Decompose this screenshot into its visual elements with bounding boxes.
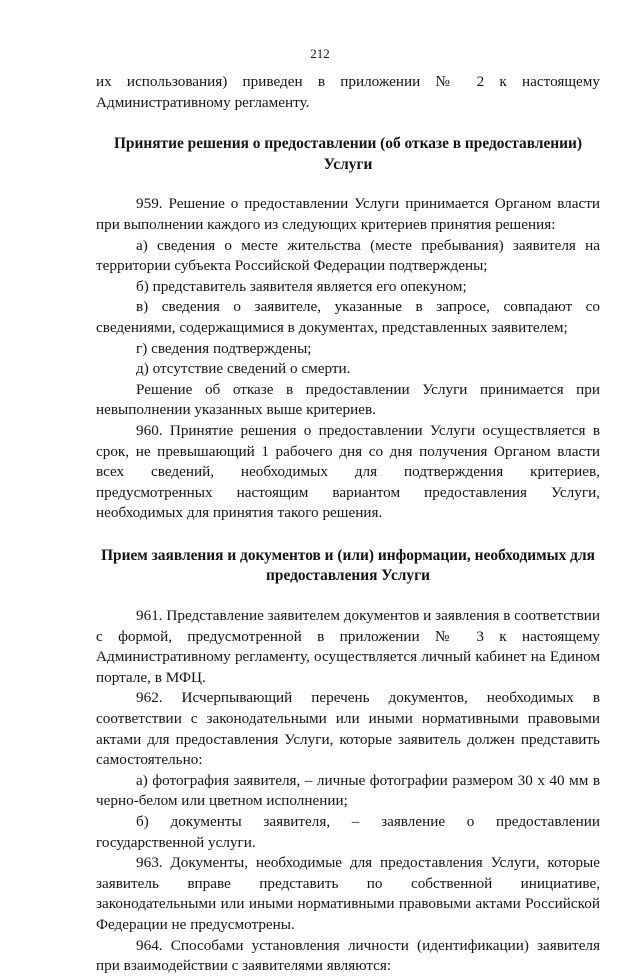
page-content: [96, 72, 600, 977]
paragraph-963: 963. Документы, необходимые для предоставления Услуги, которые заявитель вправе представить по собственной инициативе, законодательными или иными нормативными правовыми актами Российской Федерации не предусмотрены.: [96, 854, 600, 933]
criterion-d: г) сведения подтверждены;: [136, 339, 312, 357]
section-heading-decision: Принятие решения о предоставлении (об отказе в предоставлении) Услуги: [113, 135, 583, 173]
paragraph-961: 961. Представление заявителем документов и заявления в соответствии с формой, предусмотренной в приложении № 3 к настоящему Административному регламенту, осуществляется личный кабинет на Едином портале, в МФЦ.: [96, 607, 600, 686]
criterion-e: д) отсутствие сведений о смерти.: [136, 360, 351, 378]
refusal-paragraph: Решение об отказе в предоставлении Услуги принимается при невыполнении указанных выше критериев.: [96, 380, 600, 419]
paragraph-962: 962. Исчерпывающий перечень документов, необходимых в соответствии с законодательными или иными нормативными правовыми актами для предоставления Услуги, которые заявитель должен представить самостоятельно:: [96, 689, 600, 769]
paragraph-964: 964. Способами установления личности (идентификации) заявителя при взаимодействии с заявителями являются:: [96, 936, 600, 975]
paragraph-959: 959. Решение о предоставлении Услуги принимается Органом власти при выполнении каждого из следующих критериев принятия решения:: [96, 195, 600, 233]
document-item-b: б) документы заявителя, – заявление о предоставлении государственной услуги.: [96, 813, 600, 851]
intro-paragraph: их использования) приведен в приложении № 2 к настоящему Административному регламенту.: [96, 73, 600, 111]
page-number: 212: [310, 46, 330, 61]
section-heading-reception: Прием заявления и документов и (или) информации, необходимых для предоставления Услуги: [101, 546, 595, 585]
document-item-a: а) фотография заявителя, – личные фотографии размером 30 х 40 мм в черно-белом или цветном исполнении;: [96, 771, 600, 810]
criterion-c: в) сведения о заявителе, указанные в запросе, совпадают со сведениями, содержащимися в документах, представленных заявителем;: [96, 298, 600, 336]
criterion-b: б) представитель заявителя является его опекуном;: [136, 277, 467, 295]
paragraph-960: 960. Принятие решения о предоставлении Услуги осуществляется в срок, не превышающий 1 рабочего дня со дня получения Органом власти всех сведений, необходимых для подтверждения критериев, предусмотренных настоящим вариантом предоставления Услуги, необходимых для принятия такого решения.: [96, 421, 600, 522]
criterion-a: а) сведения о месте жительства (месте пребывания) заявителя на территории субъекта Российской Федерации подтверждены;: [96, 236, 600, 275]
